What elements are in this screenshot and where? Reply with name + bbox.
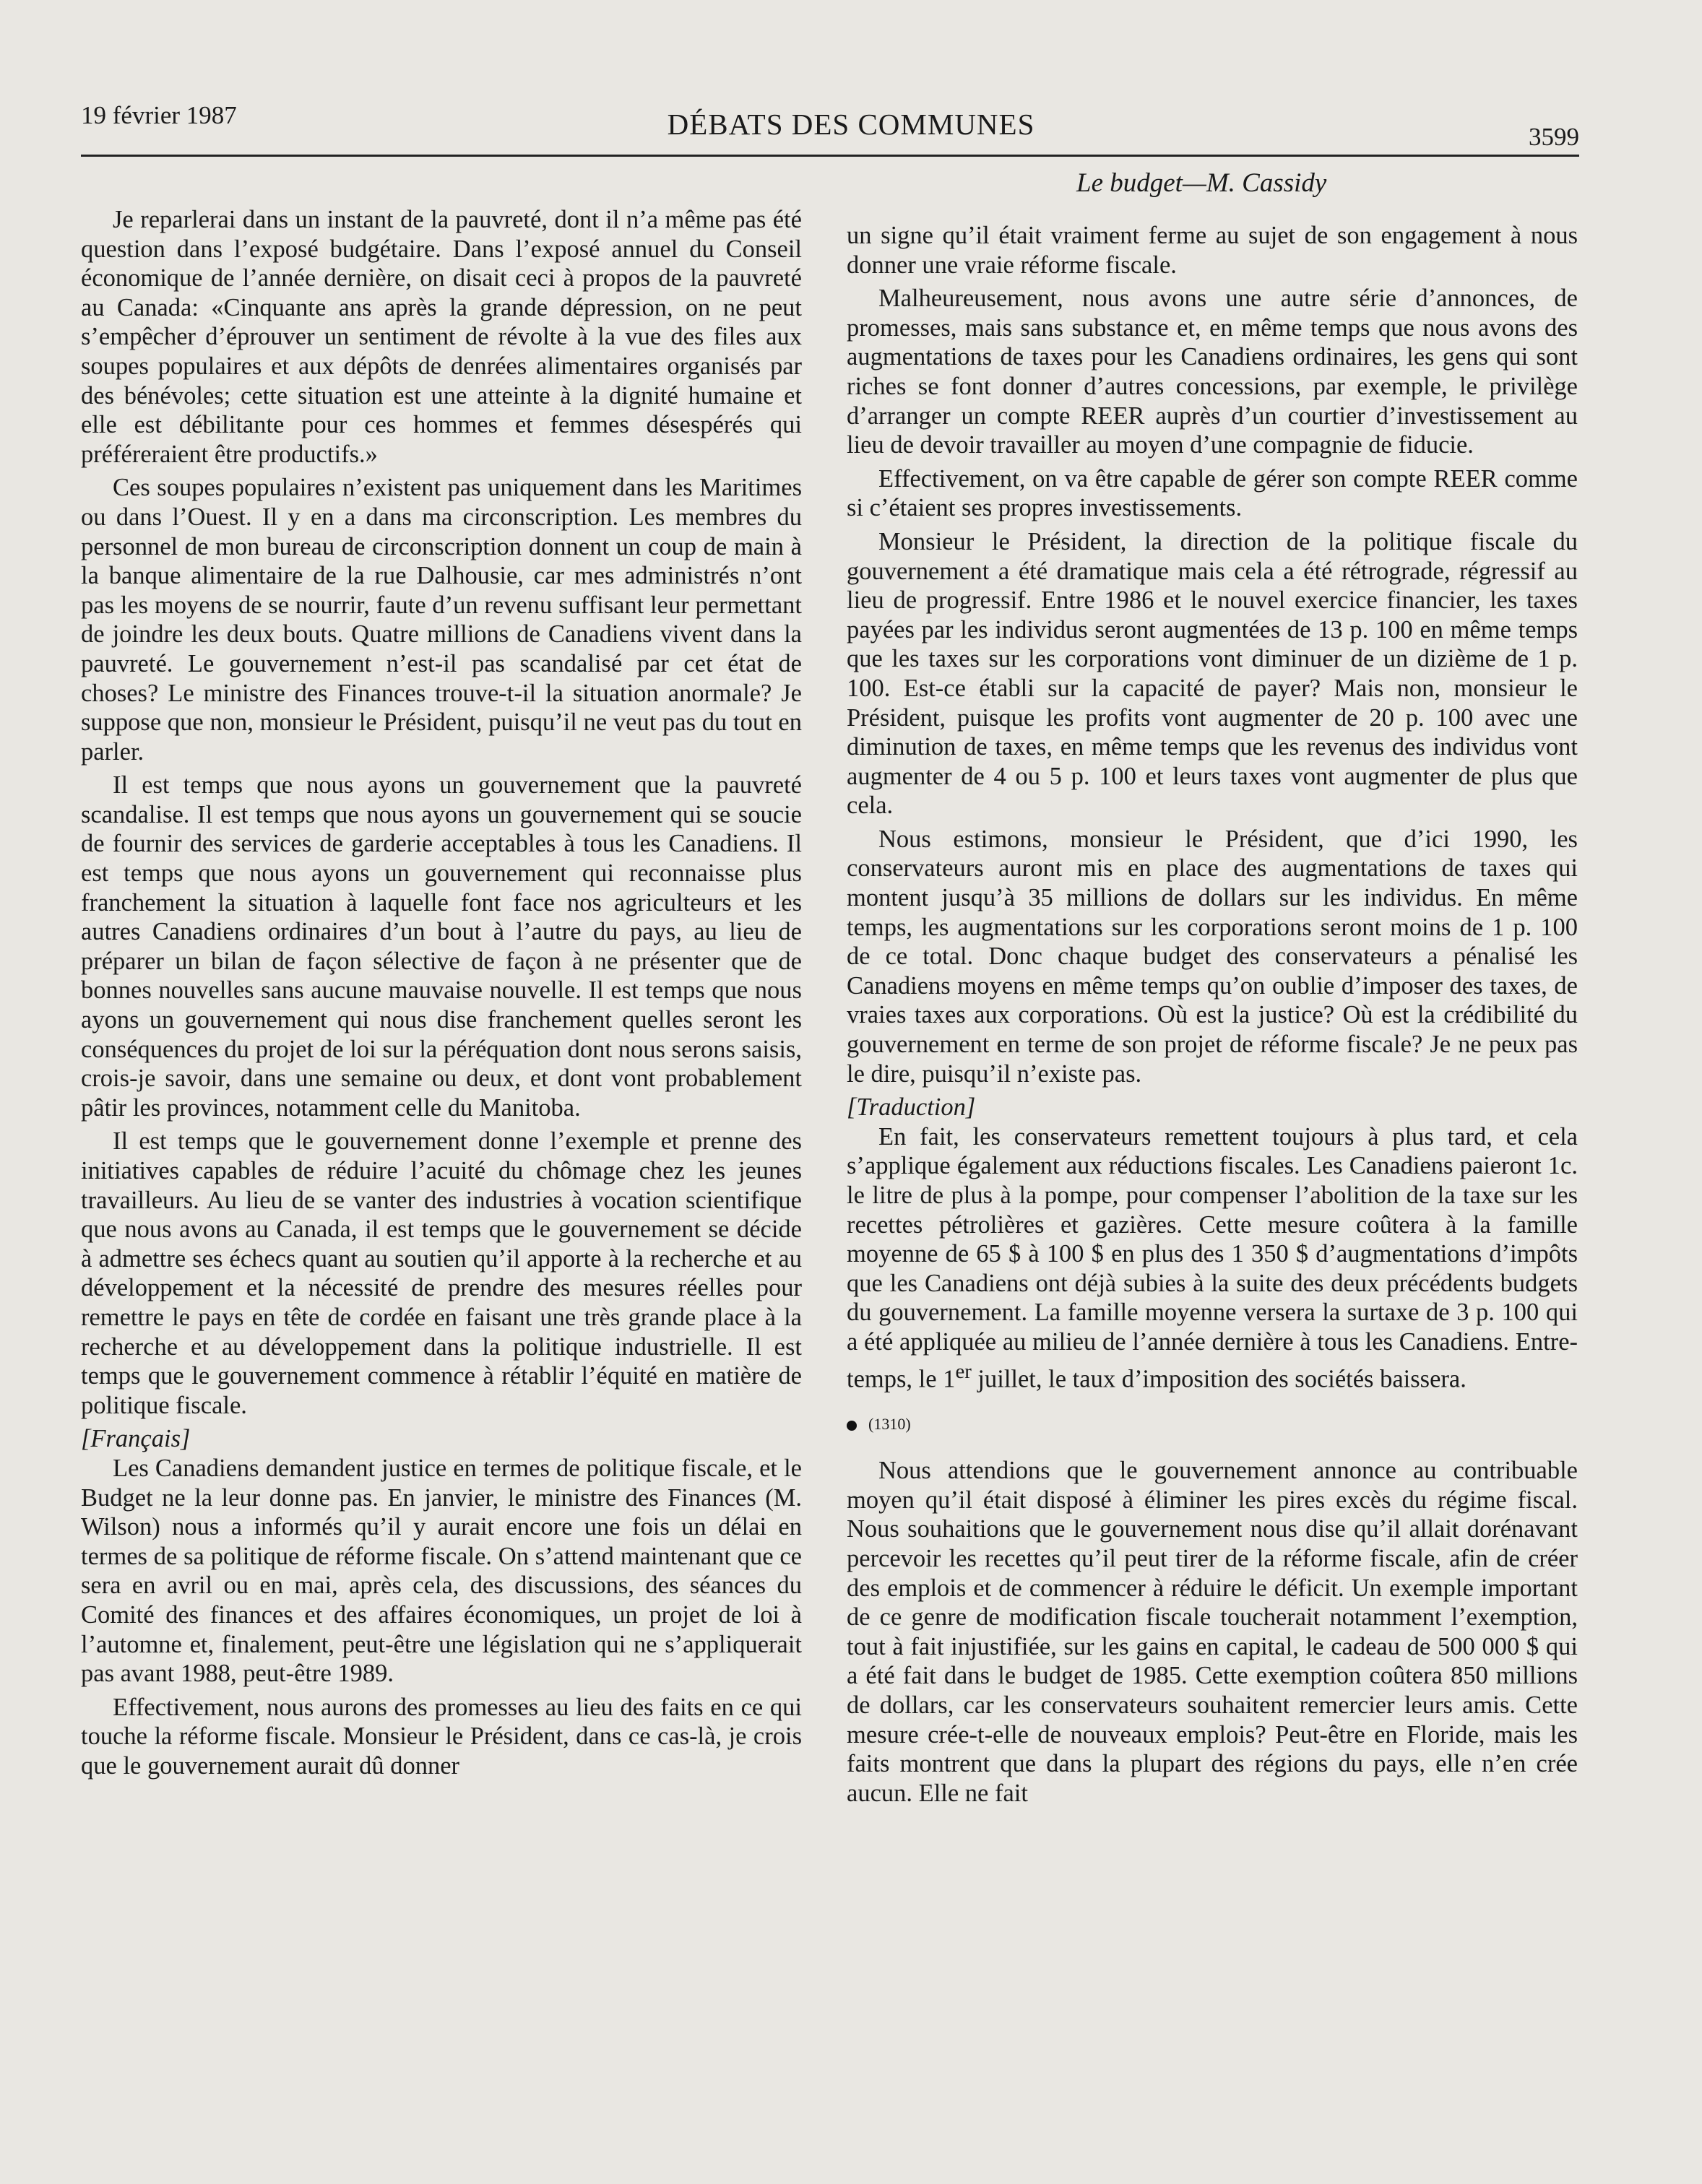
left-column: [81, 205, 802, 1785]
paragraph: Ces soupes populaires n’existent pas uniquement dans les Maritimes ou dans l’Ouest. Il y en a dans ma circonscription. Les membres du personnel de mon bureau de circonscription donnent un coup de main à la banque alimentaire de la rue Dalhousie, car mes administrés n’ont pas les moyens de se nourrir, faute d’un revenu suffisant leur permettant de joindre les deux bouts. Quatre millions de Canadiens vivent dans la pauvreté. Le gouvernement n’est-il pas scandalisé par cet état de choses? Le ministre des Finances trouve-t-il la situation anormale? Je suppose que non, monsieur le Président, puisqu’il ne veut pas du tout en parler.: [81, 474, 802, 766]
language-marker-text: [Français]: [81, 1425, 191, 1453]
header-rule: [81, 155, 1579, 157]
paragraph-text: juillet, le taux d’imposition des sociétés baissera.: [971, 1365, 1466, 1393]
running-head: Le budget—M. Cassidy: [1076, 168, 1327, 198]
paragraph: Il est temps que nous ayons un gouvernement que la pauvreté scandalise. Il est temps que nous ayons un gouvernement qui se soucie de fournir des services de garderie acceptables à tous les Canadiens. Il est temps que nous ayons un gouvernement qui reconnaisse plus franchement la situation à laquelle font face nos agriculteurs et les autres Canadiens ordinaires d’un bout à l’autre du pays, au lieu de préparer un bilan de façon sélective de façon à ne présenter que de bonnes nouvelles sans aucune mauvaise nouvelle. Il est temps que nous ayons un gouvernement qui nous dise franchement quelles seront les conséquences du projet de loi sur la péréquation dont nous serons saisis, crois-je savoir, dans une semaine ou deux, et dont vont probablement pâtir les provinces, notamment celle du Manitoba.: [81, 771, 802, 1122]
timestamp: [847, 1410, 1578, 1439]
timestamp-text: (1310): [868, 1414, 911, 1433]
paragraph: Nous attendions que le gouvernement annonce au contribuable moyen qu’il était disposé à éliminer les pires excès du régime fiscal. Nous souhaitions que le gouvernement nous dise qu’il allait dorénavant percevoir les recettes qu’il peut tirer de la réforme fiscale, afin de créer des emplois et de commencer à réduire le déficit. Un exemple important de ce genre de modification fiscale toucherait notamment l’exemption, tout à fait injustifiée, sur les gains en capital, le cadeau de 500 000 $ qui a été fait dans le budget de 1985. Cette exemption coûtera 850 millions de dollars, car les conservateurs souhaitent remercier leurs amis. Cette mesure crée-t-elle de nouveaux emplois? Peut-être en Floride, mais les faits montrent que dans la plupart des régions du pays, elle n’en crée aucun. Elle ne fait: [847, 1457, 1578, 1807]
paragraph: Monsieur le Président, la direction de la politique fiscale du gouvernement a été dramatique mais cela a été rétrograde, régressif au lieu de progressif. Entre 1986 et le nouvel exercice financier, les taxes payées par les individus seront augmentées de 13 p. 100 en même temps que les taxes sur les corporations vont diminuer de un dizième de 1 p. 100. Est-ce établi sur la capacité de payer? Mais non, monsieur le Président, puisque les profits vont augmenter de 20 p. 100 avec une diminution de taxes, en même temps que les revenus des individus vont augmenter de 4 ou 5 p. 100 et leurs taxes vont augmenter de plus que cela.: [847, 527, 1578, 820]
paragraph: Effectivement, nous aurons des promesses au lieu des faits en ce qui touche la réforme fiscale. Monsieur le Président, dans ce cas-là, je crois que le gouvernement aurait dû donner: [81, 1693, 802, 1780]
header-date: 19 février 1987: [81, 101, 237, 129]
bullet-icon: [847, 1421, 857, 1431]
paragraph: Nous estimons, monsieur le Président, que d’ici 1990, les conservateurs auront mis en place des augmentations de taxes qui montent jusqu’à 35 millions de dollars sur les individus. En même temps, les augmentations sur les corporations seront moins de 1 p. 100 de ce total. Donc chaque budget des conservateurs a pénalisé les Canadiens moyens en même temps qu’on oublie d’imposer des taxes, de vraies taxes aux corporations. Où est la justice? Où est la crédibilité du gouvernement en terme de son projet de réforme fiscale? Je ne peux pas le dire, puisqu’il n’existe pas.: [847, 825, 1578, 1088]
language-marker-text: [Traduction]: [847, 1093, 976, 1122]
language-marker: [847, 1093, 1578, 1122]
paragraph: Les Canadiens demandent justice en termes de politique fiscale, et le Budget ne la leur donne pas. En janvier, le ministre des Finances (M. Wilson) nous a informés qu’il y aurait encore une fois un délai en termes de sa politique de réforme fiscale. On s’attend maintenant que ce sera en avril ou en mai, après cela, des discussions, des séances du Comité des finances et des affaires économiques, un projet de loi à l’automne et, finalement, peut-être une législation qui ne s’appliquerait pas avant 1988, peut-être 1989.: [81, 1454, 802, 1688]
paragraph: Je reparlerai dans un instant de la pauvreté, dont il n’a même pas été question dans l’exposé budgétaire. Dans l’exposé annuel du Conseil économique de l’année dernière, on disait ceci à propos de la pauvreté au Canada: «Cinquante ans après la grande dépression, on ne peut s’empêcher d’éprouver un sentiment de révolte à la vue des files aux soupes populaires et aux dépôts de denrées alimentaires organisés par des bénévoles; cette situation est une atteinte à la dignité humaine et elle est débilitante pour ces hommes et femmes désespérés qui préféreraient être productifs.»: [81, 206, 802, 468]
paragraph: [847, 1122, 1578, 1394]
header-title: DÉBATS DES COMMUNES: [667, 108, 1035, 141]
right-column: [847, 221, 1578, 1812]
paragraph: Effectivement, on va être capable de gérer son compte REER comme si c’étaient ses propres investissements.: [847, 464, 1578, 522]
paragraph: Malheureusement, nous avons une autre série d’annonces, de promesses, mais sans substance et, en même temps que nous avons des augmentations de taxes pour les Canadiens ordinaires, les gens qui sont riches se font donner d’autres concessions, par exemple, le privilège d’arranger un compte REER auprès d’un courtier d’investissement au lieu de devoir travailler au moyen d’une compagnie de fiducie.: [847, 285, 1578, 459]
paragraph: Il est temps que le gouvernement donne l’exemple et prenne des initiatives capables de réduire l’acuité du chômage chez les jeunes travailleurs. Au lieu de se vanter des industries à vocation scientifique que nous avons au Canada, il est temps que le gouvernement se décide à admettre ses échecs quant au soutien qu’il apporte à la recherche et au développement et la nécessité de prendre des mesures réelles pour remettre le pays en tête de cordée en faisant une très grande place à la recherche et au développement dans la politique industrielle. Il est temps que le gouvernement commence à rétablir l’équité en matière de politique fiscale.: [81, 1127, 802, 1419]
language-marker: [81, 1424, 802, 1454]
superscript: er: [955, 1359, 972, 1383]
paragraph-text: En fait, les conservateurs remettent toujours à plus tard, et cela s’applique également aux réductions fiscales. Les Canadiens paieront 1c. le litre de plus à la pompe, pour compenser l’abolition de la taxe sur les recettes pétrolières et gazières. Cette mesure coûtera à la famille moyenne de 65 $ à 100 $ en plus des 1 350 $ d’augmentations d’impôts que les Canadiens ont déjà subies à la suite des deux précédents budgets du gouvernement. La famille moyenne versera la surtaxe de 3 p. 100 qui a été appliquée au milieu de l’année dernière à tous les Canadiens. Entre-temps, le 1: [847, 1122, 1578, 1393]
paragraph-continued: un signe qu’il était vraiment ferme au sujet de son engagement à nous donner une vraie réforme fiscale.: [847, 222, 1578, 279]
page-number: 3599: [1529, 123, 1579, 151]
